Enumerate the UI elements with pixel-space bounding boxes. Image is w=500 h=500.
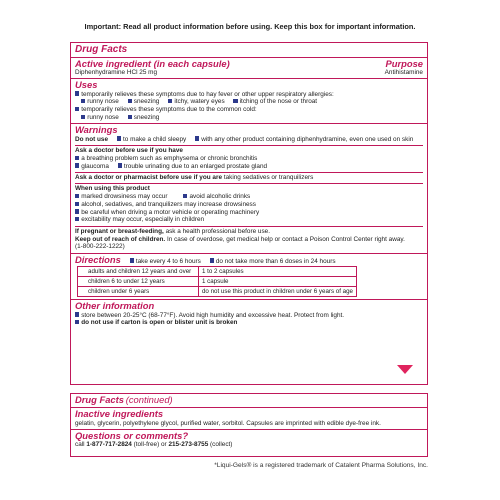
ingredient-text: Diphenhydramine HCl 25 mg <box>75 68 158 76</box>
purpose-heading: Purpose <box>385 57 423 69</box>
bullet-icon <box>195 136 199 140</box>
bullet-icon <box>75 91 79 95</box>
drug-facts-title: Drug Facts <box>75 44 128 55</box>
questions-heading: Questions or comments? <box>75 429 189 441</box>
poison-control-phone: (1-800-222-1222) <box>75 243 125 251</box>
uses-item: itchy, watery eyes <box>174 98 225 106</box>
age-cell: adults and children 12 years and over <box>78 267 199 277</box>
table-row <box>78 267 357 277</box>
inactive-ingredients-section <box>71 407 427 429</box>
other-item: do not use if carton is open or blister unit is broken <box>81 319 238 327</box>
uses-line: temporarily relieves these symptoms due to the common cold: <box>81 106 257 114</box>
age-cell: children under 6 years <box>78 286 199 296</box>
bullet-icon <box>75 194 79 198</box>
warning-item: alcohol, sedatives, and tranquilizers may increase drowsiness <box>81 200 256 208</box>
age-cell: children 6 to under 12 years <box>78 277 199 287</box>
uses-heading: Uses <box>75 79 98 91</box>
inactive-ingredients-text: gelatin, glycerin, polyethylene glycol, purified water, sorbitol. Capsules are imprinted with edible dye-free ink. <box>75 419 381 427</box>
warning-item: glaucoma <box>81 162 109 170</box>
directions-heading: Directions <box>75 253 121 265</box>
collect-phone[interactable]: 215-273-8755 <box>168 441 209 449</box>
title-section <box>71 43 427 57</box>
bullet-icon <box>75 209 79 213</box>
drug-facts-panel <box>70 42 428 385</box>
inactive-ingredients-heading: Inactive ingredients <box>75 408 164 420</box>
directions-table <box>77 266 357 296</box>
uses-section <box>71 78 427 123</box>
bullet-icon <box>75 107 79 111</box>
bullet-icon <box>75 217 79 221</box>
ask-doctor-label: Ask a doctor before use if you have <box>75 146 183 154</box>
active-ingredient-heading: Active ingredient (in each capsule) <box>75 57 230 69</box>
do-not-use-label: Do not use <box>75 135 109 143</box>
uses-item: sneezing <box>133 98 160 106</box>
bullet-icon <box>128 99 132 103</box>
warning-item: a breathing problem such as emphysema or chronic bronchitis <box>81 154 258 162</box>
keep-out-text: In case of overdose, get medical help or contact a Poison Control Center right away. <box>166 235 405 243</box>
warning-item: avoid alcoholic drinks <box>189 192 251 200</box>
questions-section <box>71 429 427 451</box>
drug-facts-continued-panel <box>70 393 428 457</box>
dose-cell: do not use this product in children under 6 years of age <box>198 286 356 296</box>
bullet-icon <box>118 163 122 167</box>
continued-title: Drug Facts <box>75 394 124 405</box>
bullet-icon <box>117 136 121 140</box>
keep-out-label: Keep out of reach of children. <box>75 235 166 243</box>
pregnant-text: ask a health professional before use. <box>165 227 271 235</box>
other-item: store between 20-25°C (68-77°F). Avoid high humidity and excessive heat. Protect from light. <box>81 311 345 319</box>
warning-item: be careful when driving a motor vehicle or operating machinery <box>81 208 260 216</box>
bullet-icon <box>183 194 187 198</box>
dose-cell: 1 to 2 capsules <box>198 267 356 277</box>
bullet-icon <box>75 202 79 206</box>
warning-item: trouble urinating due to an enlarged prostate gland <box>123 162 268 170</box>
when-using-label: When using this product <box>75 185 150 193</box>
pregnant-label: If pregnant or breast-feeding, <box>75 227 164 235</box>
trademark-footnote: *Liqui-Gels® is a registered trademark of Catalent Pharma Solutions, Inc. <box>214 462 428 469</box>
active-ingredient-section <box>71 57 427 79</box>
uses-item: runny nose <box>87 113 119 121</box>
bullet-icon <box>130 258 134 262</box>
continued-arrow-icon <box>397 365 413 374</box>
uses-line: temporarily relieves these symptoms due to hay fever or other upper respiratory allergies: <box>81 90 334 98</box>
other-information-heading: Other information <box>75 300 155 312</box>
warning-item: marked drowsiness may occur <box>81 192 168 200</box>
toll-free-phone[interactable]: 1-877-717-2824 <box>86 441 132 449</box>
bullet-icon <box>75 312 79 316</box>
bullet-icon <box>81 99 85 103</box>
bullet-icon <box>75 163 79 167</box>
purpose-text: Antihistamine <box>384 68 423 76</box>
collect-text: (collect) <box>210 441 233 449</box>
warnings-heading: Warnings <box>75 124 118 136</box>
call-text: call <box>75 441 85 449</box>
bullet-icon <box>210 258 214 262</box>
warning-item: with any other product containing diphenhydramine, even one used on skin <box>201 135 414 143</box>
continued-suffix: (continued) <box>125 394 173 405</box>
uses-item: runny nose <box>87 98 119 106</box>
directions-item: do not take more than 6 doses in 24 hours <box>215 257 336 265</box>
important-notice: Important: Read all product information before using. Keep this box for important information. <box>84 22 416 31</box>
warnings-section <box>71 123 427 252</box>
bullet-icon <box>75 320 79 324</box>
directions-item: take every 4 to 6 hours <box>135 257 201 265</box>
bullet-icon <box>75 156 79 160</box>
toll-free-text: (toll-free) or <box>133 441 167 449</box>
directions-section <box>71 253 427 300</box>
ask-pharmacist-text: taking sedatives or tranquilizers <box>223 173 314 181</box>
continued-title-section <box>71 394 427 407</box>
uses-item: sneezing <box>133 113 160 121</box>
warning-item: to make a child sleepy <box>123 135 187 143</box>
other-information-section <box>71 299 427 328</box>
table-row <box>78 286 357 296</box>
table-row <box>78 277 357 287</box>
bullet-icon <box>128 115 132 119</box>
dose-cell: 1 capsule <box>198 277 356 287</box>
bullet-icon <box>81 115 85 119</box>
bullet-icon <box>168 99 172 103</box>
bullet-icon <box>233 99 237 103</box>
uses-item: itching of the nose or throat <box>239 98 318 106</box>
ask-pharmacist-label: Ask a doctor or pharmacist before use if you are <box>75 173 223 181</box>
warning-item: excitability may occur, especially in children <box>81 216 205 224</box>
